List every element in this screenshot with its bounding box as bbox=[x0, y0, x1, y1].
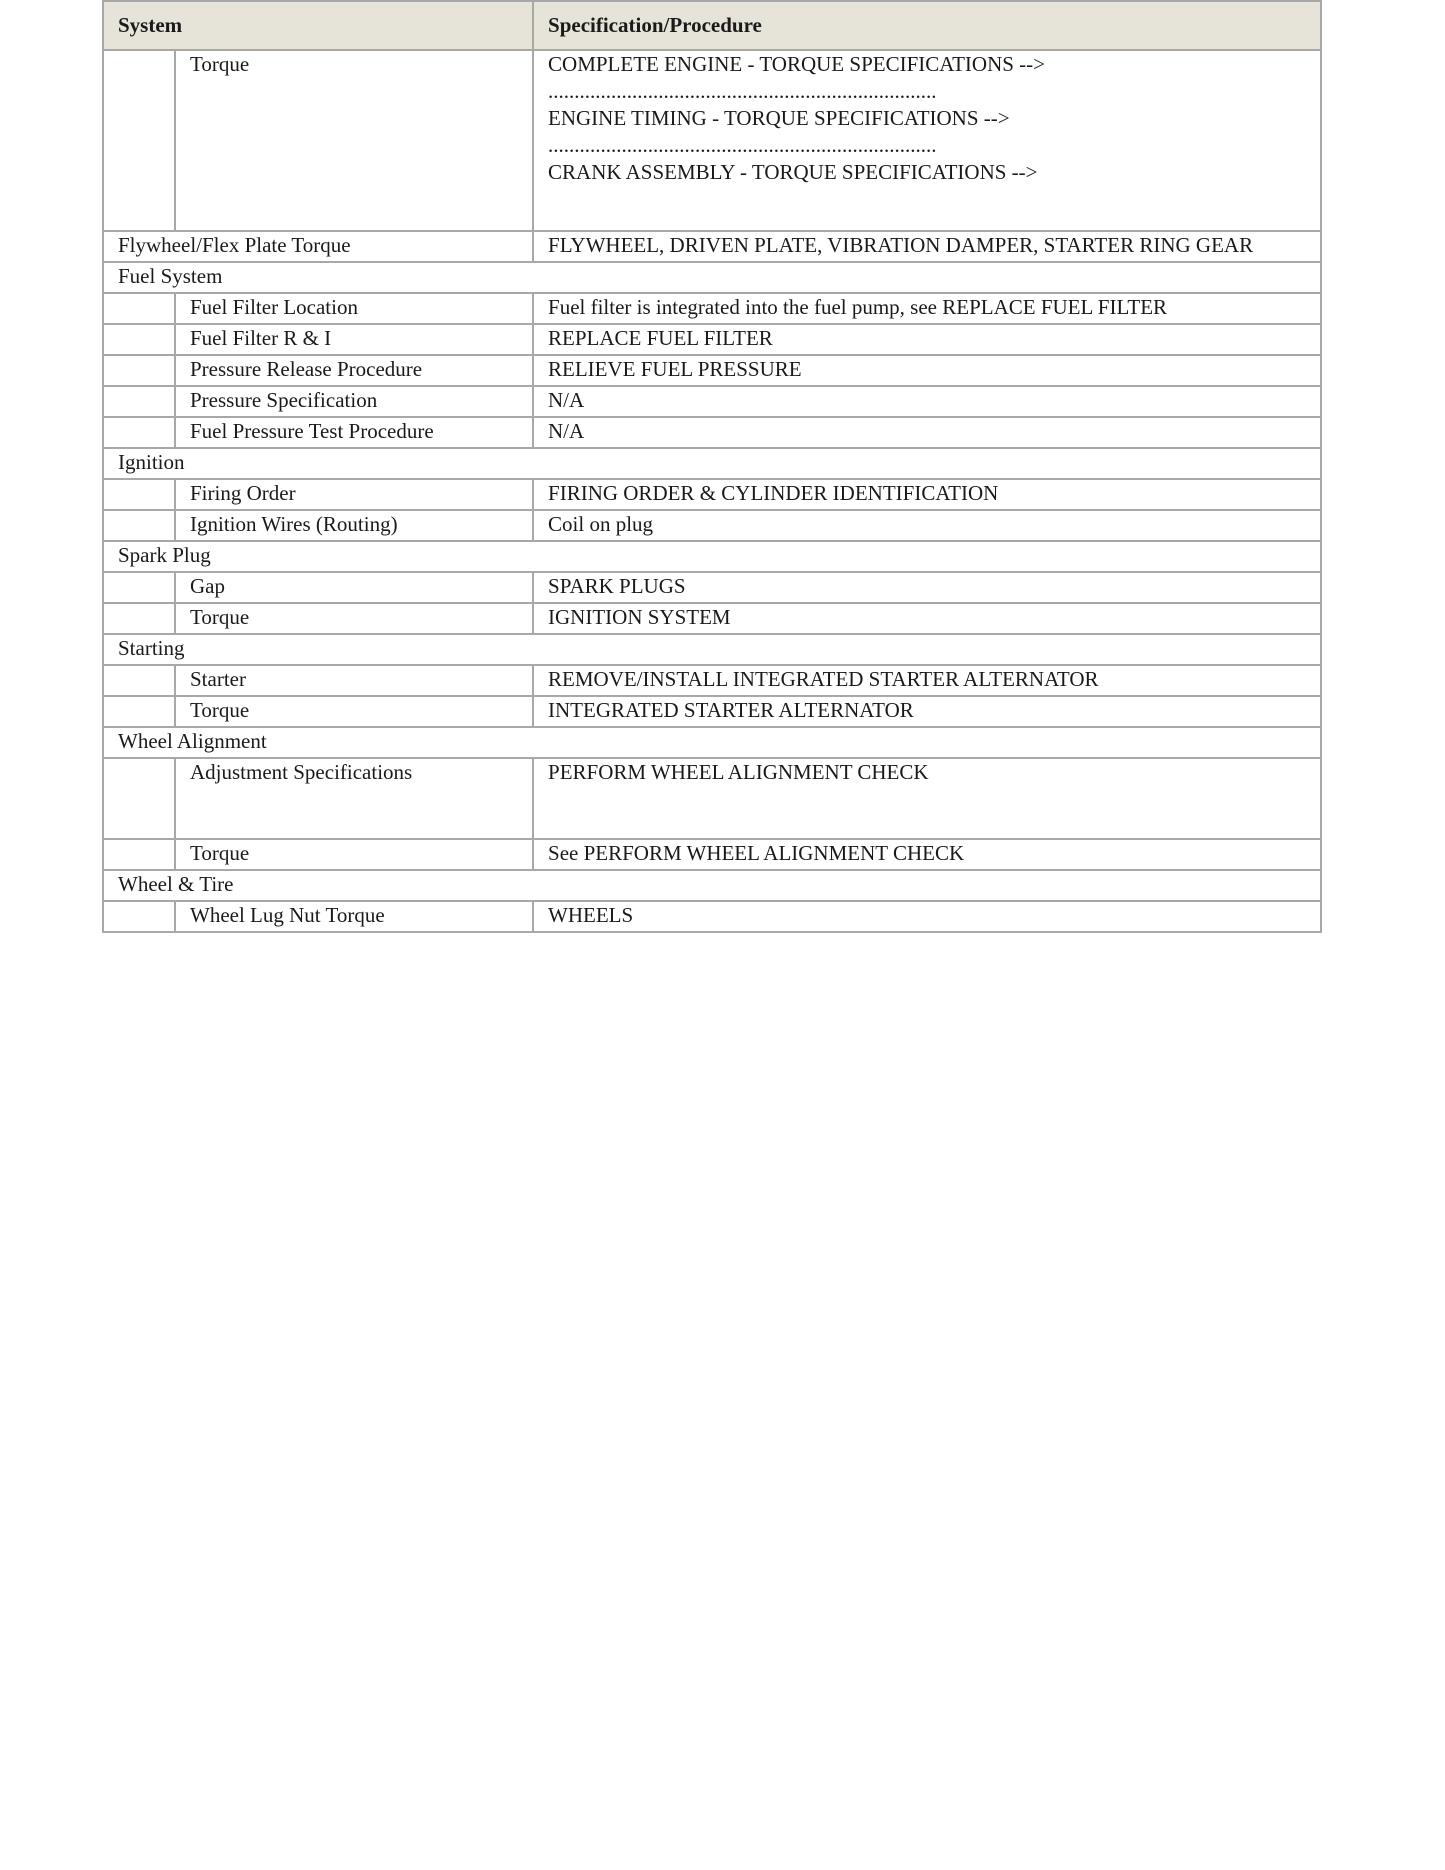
section-heading: Wheel Alignment bbox=[103, 727, 1321, 758]
table-row bbox=[103, 231, 1321, 262]
indent-cell bbox=[103, 479, 175, 510]
dot-leader: .......................................................................... bbox=[548, 79, 937, 103]
row-value bbox=[533, 50, 1321, 231]
dot-leader: .......................................................................... bbox=[548, 133, 937, 157]
section-heading: Fuel System bbox=[103, 262, 1321, 293]
table-row bbox=[103, 355, 1321, 386]
section-row bbox=[103, 448, 1321, 479]
row-value[interactable]: PERFORM WHEEL ALIGNMENT CHECK bbox=[533, 758, 1321, 839]
table-row bbox=[103, 510, 1321, 541]
table-row bbox=[103, 479, 1321, 510]
header-system: System bbox=[103, 1, 533, 50]
row-label: Pressure Release Procedure bbox=[175, 355, 533, 386]
row-value: Coil on plug bbox=[533, 510, 1321, 541]
row-label: Ignition Wires (Routing) bbox=[175, 510, 533, 541]
indent-cell bbox=[103, 510, 175, 541]
indent-cell bbox=[103, 603, 175, 634]
section-row bbox=[103, 870, 1321, 901]
row-value[interactable]: Fuel filter is integrated into the fuel pump, see REPLACE FUEL FILTER bbox=[533, 293, 1321, 324]
section-row bbox=[103, 262, 1321, 293]
indent-cell bbox=[103, 50, 175, 231]
indent-cell bbox=[103, 901, 175, 932]
row-value[interactable]: FLYWHEEL, DRIVEN PLATE, VIBRATION DAMPER, STARTER RING GEAR bbox=[533, 231, 1321, 262]
indent-cell bbox=[103, 665, 175, 696]
header-spec: Specification/Procedure bbox=[533, 1, 1321, 50]
table-row bbox=[103, 839, 1321, 870]
section-heading: Ignition bbox=[103, 448, 1321, 479]
row-value[interactable]: FIRING ORDER & CYLINDER IDENTIFICATION bbox=[533, 479, 1321, 510]
spec-link-complete-engine-torque[interactable]: COMPLETE ENGINE - TORQUE SPECIFICATIONS --> bbox=[548, 52, 1046, 76]
indent-cell bbox=[103, 758, 175, 839]
row-label: Adjustment Specifications bbox=[175, 758, 533, 839]
spec-link-crank-assembly-torque[interactable]: CRANK ASSEMBLY - TORQUE SPECIFICATIONS --> bbox=[548, 160, 1038, 184]
table-row bbox=[103, 603, 1321, 634]
section-heading: Starting bbox=[103, 634, 1321, 665]
table-row bbox=[103, 293, 1321, 324]
row-value[interactable]: WHEELS bbox=[533, 901, 1321, 932]
table-row bbox=[103, 572, 1321, 603]
table-row bbox=[103, 324, 1321, 355]
indent-cell bbox=[103, 386, 175, 417]
row-label: Wheel Lug Nut Torque bbox=[175, 901, 533, 932]
indent-cell bbox=[103, 572, 175, 603]
row-value[interactable]: REPLACE FUEL FILTER bbox=[533, 324, 1321, 355]
indent-cell bbox=[103, 355, 175, 386]
indent-cell bbox=[103, 417, 175, 448]
row-label: Fuel Filter Location bbox=[175, 293, 533, 324]
table-row bbox=[103, 417, 1321, 448]
row-value[interactable]: IGNITION SYSTEM bbox=[533, 603, 1321, 634]
row-label: Torque bbox=[175, 839, 533, 870]
section-heading: Spark Plug bbox=[103, 541, 1321, 572]
indent-cell bbox=[103, 839, 175, 870]
row-label: Torque bbox=[175, 50, 533, 231]
row-label: Pressure Specification bbox=[175, 386, 533, 417]
table-row bbox=[103, 696, 1321, 727]
row-label: Firing Order bbox=[175, 479, 533, 510]
row-value[interactable]: REMOVE/INSTALL INTEGRATED STARTER ALTERNATOR bbox=[533, 665, 1321, 696]
row-label: Torque bbox=[175, 603, 533, 634]
row-value[interactable]: See PERFORM WHEEL ALIGNMENT CHECK bbox=[533, 839, 1321, 870]
table-row bbox=[103, 386, 1321, 417]
row-value: N/A bbox=[533, 386, 1321, 417]
table-row bbox=[103, 50, 1321, 231]
section-row bbox=[103, 541, 1321, 572]
row-label: Fuel Pressure Test Procedure bbox=[175, 417, 533, 448]
row-label: Torque bbox=[175, 696, 533, 727]
section-row bbox=[103, 634, 1321, 665]
row-label: Gap bbox=[175, 572, 533, 603]
table-row bbox=[103, 758, 1321, 839]
indent-cell bbox=[103, 696, 175, 727]
indent-cell bbox=[103, 293, 175, 324]
row-value[interactable]: INTEGRATED STARTER ALTERNATOR bbox=[533, 696, 1321, 727]
row-label: Starter bbox=[175, 665, 533, 696]
row-value[interactable]: SPARK PLUGS bbox=[533, 572, 1321, 603]
specification-table bbox=[102, 0, 1322, 933]
section-row bbox=[103, 727, 1321, 758]
indent-cell bbox=[103, 324, 175, 355]
row-value: N/A bbox=[533, 417, 1321, 448]
row-label: Flywheel/Flex Plate Torque bbox=[103, 231, 533, 262]
table-row bbox=[103, 901, 1321, 932]
table-header-row bbox=[103, 1, 1321, 50]
section-heading: Wheel & Tire bbox=[103, 870, 1321, 901]
row-label: Fuel Filter R & I bbox=[175, 324, 533, 355]
spec-link-engine-timing-torque[interactable]: ENGINE TIMING - TORQUE SPECIFICATIONS --> bbox=[548, 106, 1010, 130]
row-value[interactable]: RELIEVE FUEL PRESSURE bbox=[533, 355, 1321, 386]
table-row bbox=[103, 665, 1321, 696]
